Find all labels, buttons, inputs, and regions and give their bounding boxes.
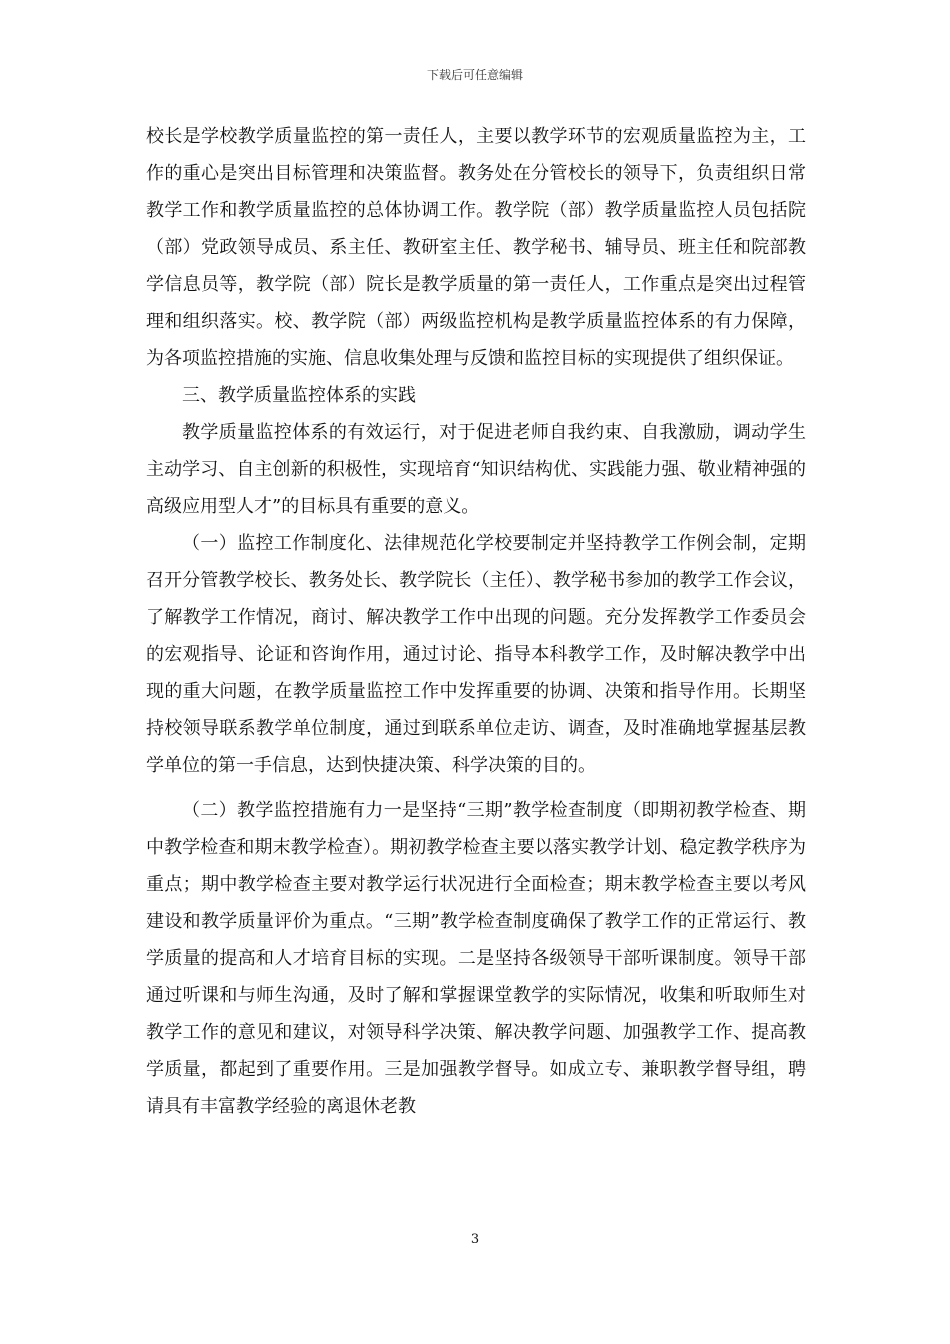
section-heading: 三、教学质量监控体系的实践 xyxy=(182,385,416,406)
paragraph-item-2: （二）教学监控措施有力一是坚持“三期”教学检查制度（即期初教学检查、期中教学检查和期末教学检查）。期初教学检查主要以落实教学计划、稳定教学秩序为重点；期中教学检查主要对教学运行状况进行全面检查；期末教学检查主要以考风建设和教学质量评价为重点。“三期”教学检查制度确保了教学工作的正常运行、教学质量的提高和人才培育目标的实现。二是坚持各级领导干部听课制度。领导干部通过听课和与师生沟通，及时了解和掌握课堂教学的实际情况，收集和听取师生对教学工作的意见和建议，对领导科学决策、解决教学问题、加强教学工作、提高教学质量，都起到了重要作用。三是加强教学督导。如成立专、兼职教学督导组，聘请具有丰富教学经验的离退休老教 xyxy=(146,800,806,1117)
page-number: 3 xyxy=(470,1232,480,1247)
paragraph-item-1: （一）监控工作制度化、法律规范化学校要制定并坚持教学工作例会制，定期召开分管教学校长、教务处长、教学院长（主任）、教学秘书参加的教学工作会议，了解教学工作情况，商讨、解决教学工作中出现的问题。充分发挥教学工作委员会的宏观指导、论证和咨询作用，通过讨论、指导本科教学工作，及时解决教学中出现的重大问题，在教学质量监控工作中发挥重要的协调、决策和指导作用。长期坚持校领导联系教学单位制度，通过到联系单位走访、调查，及时准确地掌握基层教学单位的第一手信息，达到快捷决策、科学决策的目的。 xyxy=(146,533,806,776)
document-body xyxy=(146,118,806,1125)
paragraph-intro: 教学质量监控体系的有效运行，对于促进老师自我约束、自我激励，调动学生主动学习、自主创新的积极性，实现培育“知识结构优、实践能力强、敬业精神强的高级应用型人才”的目标具有重要的意义。 xyxy=(146,422,806,517)
page-header: 下载后可任意编辑 xyxy=(426,68,523,82)
paragraph-continuation: 校长是学校教学质量监控的第一责任人，主要以教学环节的宏观质量监控为主，工作的重心是突出目标管理和决策监督。教务处在分管校长的领导下，负责组织日常教学工作和教学质量监控的总体协调工作。教学院（部）教学质量监控人员包括院（部）党政领导成员、系主任、教研室主任、教学秘书、辅导员、班主任和院部教学信息员等，教学院（部）院长是教学质量的第一责任人，工作重点是突出过程管理和组织落实。校、教学院（部）两级监控机构是教学质量监控体系的有力保障，为各项监控措施的实施、信息收集处理与反馈和监控目标的实现提供了组织保证。 xyxy=(146,126,806,369)
